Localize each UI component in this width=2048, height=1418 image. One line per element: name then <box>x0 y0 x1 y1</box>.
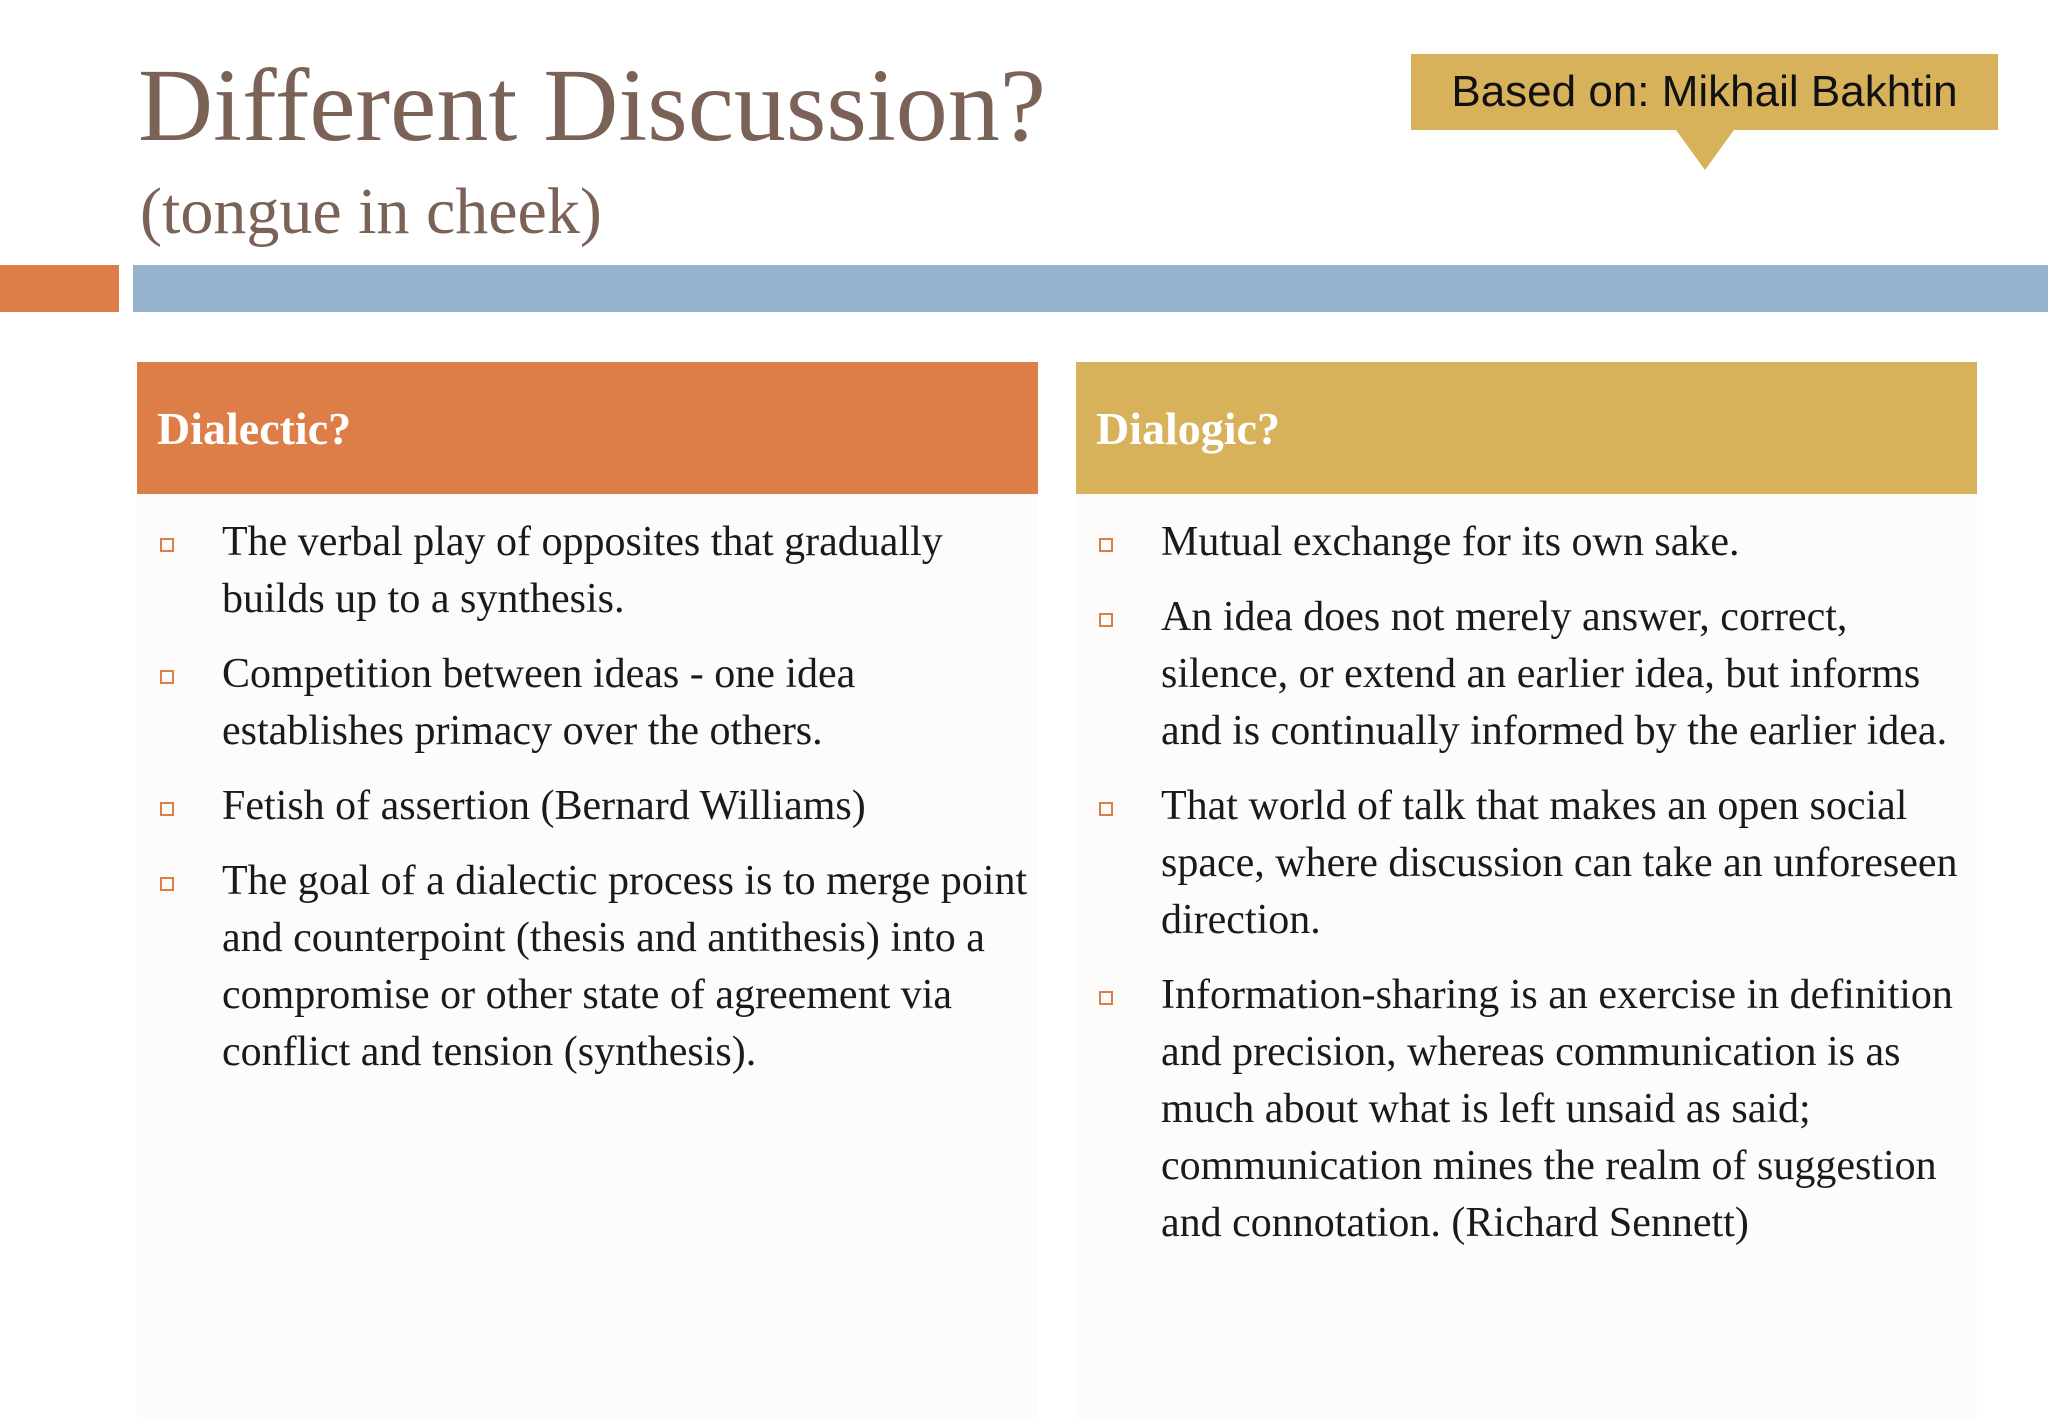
list-item <box>1094 778 1974 949</box>
list-item <box>1094 589 1974 760</box>
orange-accent-bar <box>0 265 119 312</box>
bullet-text: Fetish of assertion (Bernard Williams) <box>222 783 866 829</box>
hollow-square-bullet-icon <box>1099 613 1113 627</box>
bullet-text: The verbal play of opposites that gradually builds up to a synthesis. <box>222 519 943 622</box>
hollow-square-bullet-icon <box>1099 802 1113 816</box>
blue-accent-bar <box>133 265 2048 312</box>
list-item <box>1094 967 1974 1252</box>
hollow-square-bullet-icon <box>1099 538 1113 552</box>
hollow-square-bullet-icon <box>160 538 174 552</box>
bullet-text: Information-sharing is an exercise in definition and precision, whereas communication is as much about what is left unsaid as said; communication mines the realm of suggestion and connotation. (Richard Sennett) <box>1161 972 1953 1246</box>
list-item <box>1094 514 1974 571</box>
hollow-square-bullet-icon <box>160 802 174 816</box>
hollow-square-bullet-icon <box>160 877 174 891</box>
list-item <box>155 646 1035 760</box>
bullet-text: That world of talk that makes an open social space, where discussion can take an unforeseen direction. <box>1161 783 1958 943</box>
down-arrow-icon <box>1676 130 1734 170</box>
dialectic-bullet-list <box>155 514 1035 1099</box>
dialogic-header: Dialogic? <box>1076 362 1977 494</box>
bullet-text: Competition between ideas - one idea establishes primacy over the others. <box>222 651 856 754</box>
slide-subtitle: (tongue in cheek) <box>140 175 602 248</box>
list-item <box>155 514 1035 628</box>
hollow-square-bullet-icon <box>1099 991 1113 1005</box>
bullet-text: The goal of a dialectic process is to merge point and counterpoint (thesis and antithesis) into a compromise or other state of agreement via conflict and tension (synthesis). <box>222 858 1028 1075</box>
dialogic-bullet-list <box>1094 514 1974 1270</box>
dialectic-header: Dialectic? <box>137 362 1038 494</box>
bullet-text: Mutual exchange for its own sake. <box>1161 519 1740 565</box>
list-item <box>155 778 1035 835</box>
slide-title: Different Discussion? <box>138 48 1046 163</box>
bullet-text: An idea does not merely answer, correct, silence, or extend an earlier idea, but informs and is continually informed by the earlier idea. <box>1161 594 1948 754</box>
list-item <box>155 853 1035 1081</box>
based-on-callout: Based on: Mikhail Bakhtin <box>1411 54 1998 130</box>
hollow-square-bullet-icon <box>160 670 174 684</box>
